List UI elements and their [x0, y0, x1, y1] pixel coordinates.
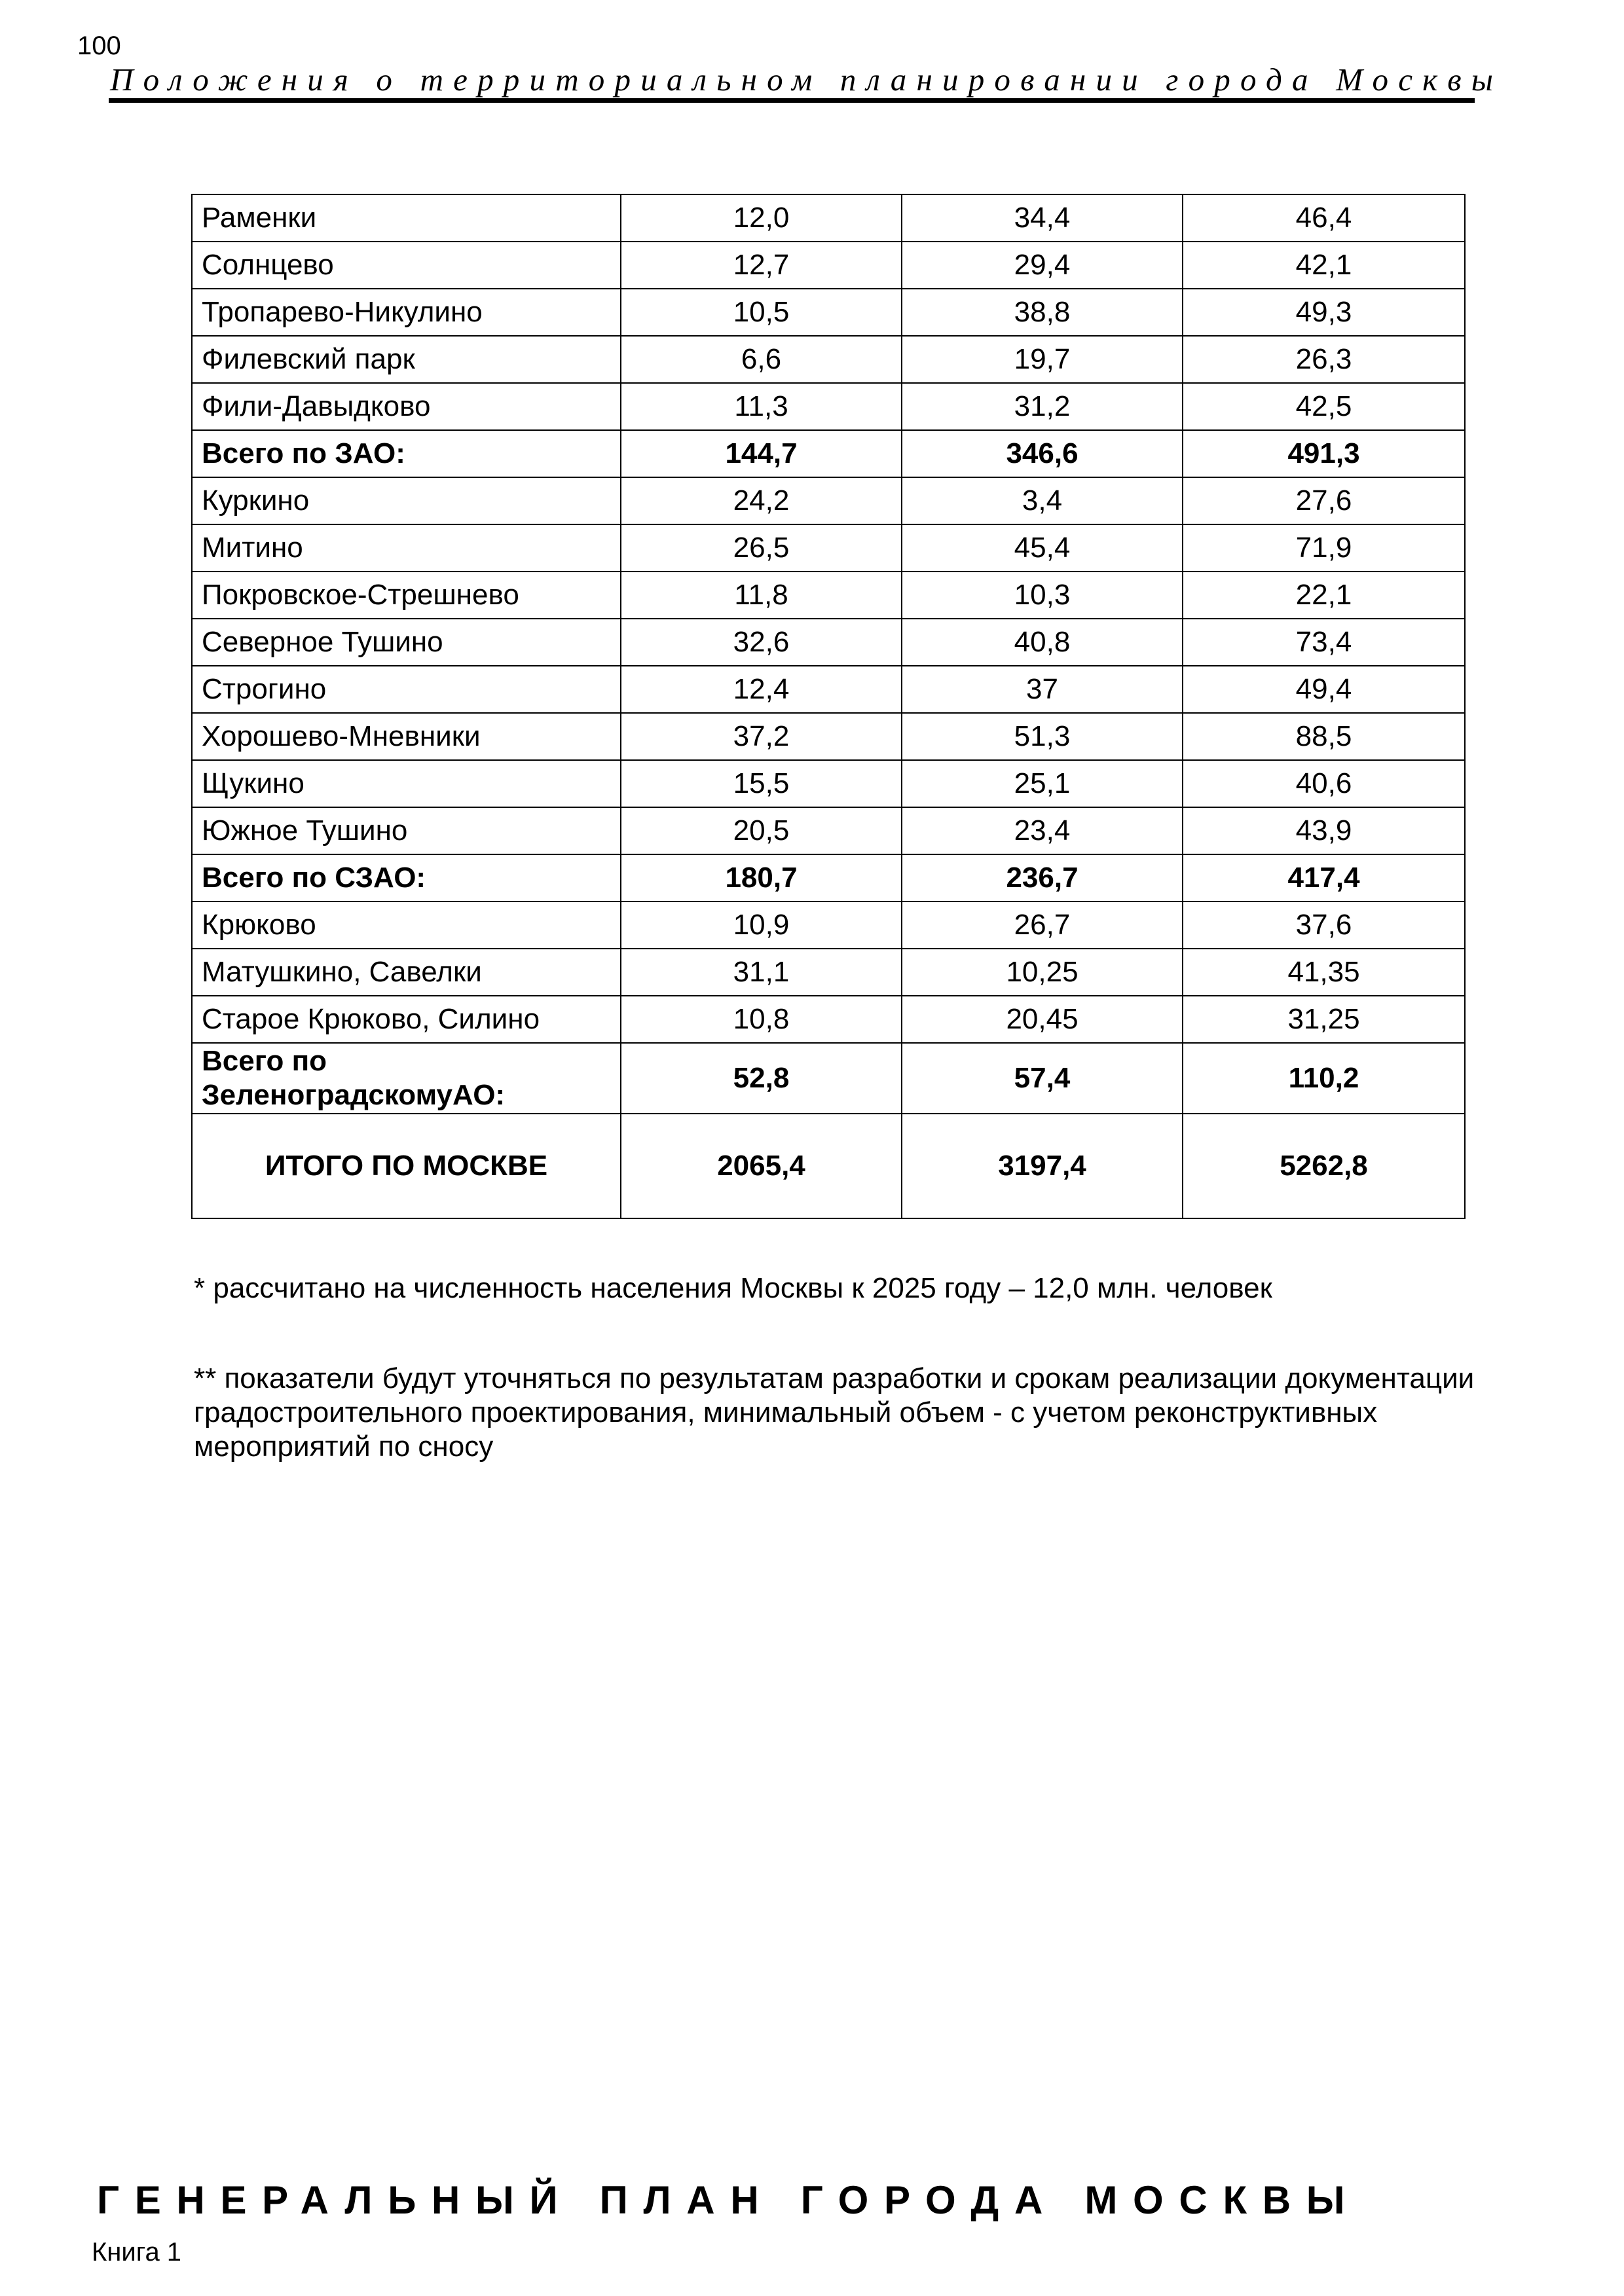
table-row: [192, 242, 1465, 289]
value-cell: 15,5: [621, 760, 902, 807]
district-name: Хорошево-Мневники: [192, 713, 621, 760]
subtotal-row: [192, 430, 1465, 477]
value-cell: 38,8: [902, 289, 1183, 336]
value-cell: 26,7: [902, 902, 1183, 949]
district-name: Фили-Давыдково: [192, 383, 621, 430]
header-rule: [109, 98, 1475, 103]
table-row: [192, 336, 1465, 383]
value-cell: 12,0: [621, 194, 902, 242]
value-cell: 49,3: [1183, 289, 1465, 336]
value-cell: 46,4: [1183, 194, 1465, 242]
value-cell: 26,5: [621, 524, 902, 572]
value-cell: 24,2: [621, 477, 902, 524]
district-name: Южное Тушино: [192, 807, 621, 854]
value-cell: 346,6: [902, 430, 1183, 477]
district-name: Митино: [192, 524, 621, 572]
value-cell: 73,4: [1183, 619, 1465, 666]
value-cell: 144,7: [621, 430, 902, 477]
table-row: [192, 194, 1465, 242]
district-name: Солнцево: [192, 242, 621, 289]
value-cell: 71,9: [1183, 524, 1465, 572]
value-cell: 11,8: [621, 572, 902, 619]
district-name: Тропарево-Никулино: [192, 289, 621, 336]
value-cell: 88,5: [1183, 713, 1465, 760]
value-cell: 20,45: [902, 996, 1183, 1043]
value-cell: 11,3: [621, 383, 902, 430]
table-row: [192, 996, 1465, 1043]
value-cell: 57,4: [902, 1043, 1183, 1114]
page-number: 100: [77, 31, 121, 60]
district-name: Строгино: [192, 666, 621, 713]
value-cell: 37,2: [621, 713, 902, 760]
subtotal-row: [192, 1043, 1465, 1114]
value-cell: 42,5: [1183, 383, 1465, 430]
table-row: [192, 666, 1465, 713]
value-cell: 6,6: [621, 336, 902, 383]
district-name: Покровское-Стрешнево: [192, 572, 621, 619]
value-cell: 12,7: [621, 242, 902, 289]
footnote-indicators: ** показатели будут уточняться по результатам разработки и срокам реализации документации градостроительного проектирования, минимальный объем - с учетом реконструктивных мероприятий по сносу: [194, 1362, 1475, 1463]
value-cell: 32,6: [621, 619, 902, 666]
value-cell: 23,4: [902, 807, 1183, 854]
value-cell: 42,1: [1183, 242, 1465, 289]
table-row: [192, 902, 1465, 949]
value-cell: 236,7: [902, 854, 1183, 902]
subtotal-label: [192, 1043, 621, 1114]
value-cell: 41,35: [1183, 949, 1465, 996]
grand-total-row: [192, 1114, 1465, 1218]
value-cell: 43,9: [1183, 807, 1465, 854]
table-row: [192, 572, 1465, 619]
subtotal-row: [192, 854, 1465, 902]
value-cell: 29,4: [902, 242, 1183, 289]
value-cell: 45,4: [902, 524, 1183, 572]
value-cell: 51,3: [902, 713, 1183, 760]
value-cell: 31,25: [1183, 996, 1465, 1043]
district-name: Северное Тушино: [192, 619, 621, 666]
footer-title: ГЕНЕРАЛЬНЫЙ ПЛАН ГОРОДА МОСКВЫ: [97, 2178, 1361, 2222]
value-cell: 2065,4: [621, 1114, 902, 1218]
table-row: [192, 619, 1465, 666]
value-cell: 10,25: [902, 949, 1183, 996]
value-cell: 34,4: [902, 194, 1183, 242]
value-cell: 110,2: [1183, 1043, 1465, 1114]
value-cell: 40,8: [902, 619, 1183, 666]
subtotal-label-line1: Всего по: [202, 1045, 327, 1077]
table-row: [192, 383, 1465, 430]
table-row: [192, 807, 1465, 854]
footnote-population: * рассчитано на численность населения Москвы к 2025 году – 12,0 млн. человек: [194, 1272, 1272, 1304]
table-row: [192, 477, 1465, 524]
value-cell: 3,4: [902, 477, 1183, 524]
value-cell: 12,4: [621, 666, 902, 713]
subtotal-label: Всего по ЗАО:: [192, 430, 621, 477]
table-row: [192, 949, 1465, 996]
subtotal-label-line2: ЗеленоградскомуАО:: [202, 1079, 506, 1111]
value-cell: 31,2: [902, 383, 1183, 430]
value-cell: 417,4: [1183, 854, 1465, 902]
district-name: Раменки: [192, 194, 621, 242]
district-name: Крюково: [192, 902, 621, 949]
value-cell: 25,1: [902, 760, 1183, 807]
district-name: Щукино: [192, 760, 621, 807]
data-table: [191, 194, 1466, 1219]
footer-book: Книга 1: [92, 2238, 182, 2267]
value-cell: 27,6: [1183, 477, 1465, 524]
value-cell: 180,7: [621, 854, 902, 902]
district-name: Матушкино, Савелки: [192, 949, 621, 996]
table-row: [192, 713, 1465, 760]
value-cell: 10,9: [621, 902, 902, 949]
value-cell: 37,6: [1183, 902, 1465, 949]
value-cell: 40,6: [1183, 760, 1465, 807]
table-row: [192, 760, 1465, 807]
district-name: Куркино: [192, 477, 621, 524]
value-cell: 3197,4: [902, 1114, 1183, 1218]
district-name: Старое Крюково, Силино: [192, 996, 621, 1043]
table-row: [192, 524, 1465, 572]
value-cell: 31,1: [621, 949, 902, 996]
value-cell: 49,4: [1183, 666, 1465, 713]
value-cell: 10,8: [621, 996, 902, 1043]
value-cell: 10,3: [902, 572, 1183, 619]
grand-total-label: ИТОГО ПО МОСКВЕ: [192, 1114, 621, 1218]
table-row: [192, 289, 1465, 336]
subtotal-label: Всего по СЗАО:: [192, 854, 621, 902]
district-name: Филевский парк: [192, 336, 621, 383]
value-cell: 22,1: [1183, 572, 1465, 619]
value-cell: 20,5: [621, 807, 902, 854]
value-cell: 52,8: [621, 1043, 902, 1114]
value-cell: 37: [902, 666, 1183, 713]
value-cell: 491,3: [1183, 430, 1465, 477]
running-header: Положения о территориальном планировании города Москвы: [110, 62, 1504, 98]
value-cell: 5262,8: [1183, 1114, 1465, 1218]
value-cell: 26,3: [1183, 336, 1465, 383]
value-cell: 10,5: [621, 289, 902, 336]
value-cell: 19,7: [902, 336, 1183, 383]
